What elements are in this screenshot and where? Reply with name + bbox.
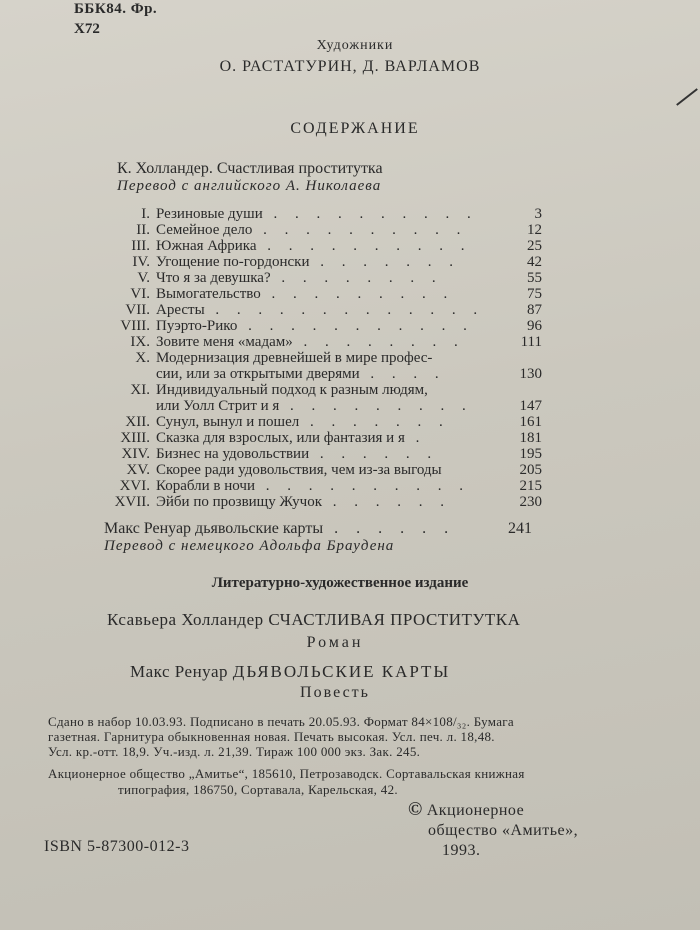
toc-title: Модернизация древнейшей в мире профес- bbox=[156, 350, 433, 366]
toc-page: 215 bbox=[519, 478, 542, 494]
toc-number: XI. bbox=[130, 382, 150, 398]
toc-row bbox=[100, 206, 540, 222]
publisher-info bbox=[48, 766, 608, 798]
toc-row bbox=[100, 302, 540, 318]
toc-leader: . . . . . . bbox=[323, 520, 456, 537]
toc-leader: . . . . . . bbox=[322, 494, 452, 510]
contents-title: СОДЕРЖАНИЕ bbox=[290, 120, 420, 137]
toc-title: Угощение по-гордонски bbox=[156, 254, 310, 270]
work2-author: Макс Ренуар bbox=[130, 662, 228, 681]
toc-leader: . . . . . . . . bbox=[292, 334, 465, 350]
work2-page: 241 bbox=[508, 520, 532, 537]
toc-leader: . . . . . . . bbox=[309, 254, 460, 270]
author-mark: Х72 bbox=[74, 21, 100, 37]
toc-row bbox=[100, 350, 540, 366]
toc-leader: . . . . . . . bbox=[299, 414, 450, 430]
toc-page: 205 bbox=[519, 462, 542, 478]
toc-title: Вымогательство bbox=[156, 286, 261, 302]
toc-number: I. bbox=[141, 206, 150, 222]
toc-row bbox=[100, 222, 540, 238]
toc-page: 55 bbox=[527, 270, 542, 286]
work1-translation: Перевод с английского А. Николаева bbox=[117, 178, 382, 194]
work1-title-line: Ксавьера Холландер СЧАСТЛИВАЯ ПРОСТИТУТКА bbox=[107, 610, 521, 629]
pen-mark bbox=[676, 88, 698, 106]
toc-title: Эйби по прозвищу Жучок bbox=[156, 494, 323, 510]
work1-genre: Роман bbox=[306, 634, 364, 651]
toc-row bbox=[100, 366, 540, 382]
toc-title: Семейное дело bbox=[156, 222, 253, 238]
toc-row bbox=[100, 446, 540, 462]
toc-title: Аресты bbox=[156, 302, 205, 318]
toc-number: X. bbox=[135, 350, 150, 366]
toc-number: XII. bbox=[125, 414, 150, 430]
toc-title: Скорее ради удовольствия, чем из-за выгоды bbox=[156, 462, 442, 478]
toc-leader: . . . . . . . . . . bbox=[252, 222, 468, 238]
toc-leader: . . . . . . . . . bbox=[260, 286, 455, 302]
toc-title: Сказка для взрослых, или фантазия и я bbox=[156, 430, 405, 446]
table-of-contents bbox=[100, 206, 540, 510]
toc-page: 181 bbox=[519, 430, 542, 446]
edition-type: Литературно-художественное издание bbox=[211, 575, 469, 591]
toc-page: 87 bbox=[527, 302, 542, 318]
toc-page: 230 bbox=[519, 494, 542, 510]
toc-row bbox=[100, 414, 540, 430]
toc-leader: . . . . . . . . . . . bbox=[237, 318, 474, 334]
work2-author-title: Макс Ренуар дьявольские карты . . . . . . bbox=[104, 520, 456, 537]
toc-title: Корабли в ночи bbox=[156, 478, 255, 494]
toc-number: XVII. bbox=[114, 494, 150, 510]
toc-leader: . . . . . . . . . . bbox=[254, 478, 470, 494]
toc-leader: . . . . . . . . . . bbox=[256, 238, 472, 254]
toc-title: Сунул, вынул и пошел bbox=[156, 414, 300, 430]
work2-title-line bbox=[130, 662, 450, 682]
toc-number: VI. bbox=[130, 286, 150, 302]
toc-title: Бизнес на удовольствии bbox=[156, 446, 310, 462]
toc-leader: . . . . . . . . . . . . . bbox=[204, 302, 485, 318]
copyright-line: Акционерное bbox=[426, 802, 525, 819]
toc-row bbox=[100, 462, 540, 478]
toc-page: 147 bbox=[519, 398, 542, 414]
toc-row bbox=[100, 494, 540, 510]
toc-number: XV. bbox=[126, 462, 150, 478]
copyright-notice bbox=[408, 800, 578, 861]
toc-number: VIII. bbox=[120, 318, 150, 334]
toc-row bbox=[100, 334, 540, 350]
toc-page: 42 bbox=[527, 254, 542, 270]
toc-title: Резиновые души bbox=[156, 206, 263, 222]
copyright-line: общество «Амитье», bbox=[428, 822, 579, 839]
toc-row bbox=[100, 398, 540, 414]
toc-page: 111 bbox=[520, 334, 542, 350]
publisher-line: типография, 186750, Сортавала, Карельская, 42. bbox=[118, 782, 398, 797]
toc-title: Пуэрто-Рико bbox=[156, 318, 238, 334]
toc-number: IX. bbox=[130, 334, 150, 350]
toc-title: Южная Африка bbox=[156, 238, 257, 254]
toc-number: II. bbox=[136, 222, 150, 238]
toc-number: XIV. bbox=[121, 446, 150, 462]
toc-number: VII. bbox=[125, 302, 150, 318]
toc-leader: . . . . . . . . . . bbox=[262, 206, 478, 222]
toc-page: 75 bbox=[527, 286, 542, 302]
toc-title: Индивидуальный подход к разным людям, bbox=[156, 382, 428, 398]
toc-leader: . . . . . . bbox=[309, 446, 439, 462]
toc-row bbox=[100, 478, 540, 494]
toc-title: или Уолл Стрит и я bbox=[156, 398, 280, 414]
toc-page: 161 bbox=[519, 414, 542, 430]
toc-page: 12 bbox=[527, 222, 542, 238]
toc-row bbox=[100, 318, 540, 334]
toc-row bbox=[100, 430, 540, 446]
toc-leader: . . . . . . . . . bbox=[279, 398, 473, 414]
toc-row bbox=[100, 286, 540, 302]
work1-author-title: К. Холландер. Счастливая проститутка bbox=[117, 160, 383, 177]
copyright-line: 1993. bbox=[442, 842, 481, 859]
toc-leader: . bbox=[404, 430, 427, 446]
toc-row bbox=[100, 254, 540, 270]
toc-row bbox=[100, 238, 540, 254]
toc-number: XIII. bbox=[120, 430, 150, 446]
imprint-line: Усл. кр.-отт. 18,9. Уч.-изд. л. 21,39. Тираж 100 000 экз. Зак. 245. bbox=[48, 744, 421, 759]
work2-genre: Повесть bbox=[300, 684, 370, 701]
toc-title: Что я за девушка? bbox=[156, 270, 271, 286]
bbk-code: ББК84. Фр. bbox=[74, 1, 158, 17]
toc-leader: . . . . bbox=[359, 366, 446, 382]
publisher-line: Акционерное общество „Амитье“, 185610, Петрозаводск. Сортавальская книжная bbox=[48, 766, 525, 781]
print-imprint bbox=[48, 714, 608, 759]
toc-title: Зовите меня «мадам» bbox=[156, 334, 293, 350]
toc-number: V. bbox=[137, 270, 150, 286]
work2-title: ДЬЯВОЛЬСКИЕ КАРТЫ bbox=[232, 662, 451, 681]
isbn: ISBN 5-87300-012-3 bbox=[44, 838, 190, 855]
toc-title: сии, или за открытыми дверями bbox=[156, 366, 360, 382]
artists-label: Художники bbox=[316, 38, 394, 53]
toc-page: 130 bbox=[519, 366, 542, 382]
toc-leader: . . . . . . . . bbox=[270, 270, 443, 286]
toc-number: XVI. bbox=[119, 478, 150, 494]
toc-number: IV. bbox=[132, 254, 150, 270]
imprint-line: газетная. Гарнитура обыкновенная новая. Печать высокая. Усл. печ. л. 18,48. bbox=[48, 729, 495, 744]
work2-translation: Перевод с немецкого Адольфа Браудена bbox=[104, 538, 395, 554]
toc-page: 25 bbox=[527, 238, 542, 254]
toc-page: 96 bbox=[527, 318, 542, 334]
toc-row bbox=[100, 382, 540, 398]
toc-page: 195 bbox=[519, 446, 542, 462]
toc-row bbox=[100, 270, 540, 286]
toc-page: 3 bbox=[534, 206, 542, 222]
toc-number: III. bbox=[131, 238, 150, 254]
artists-names: О. РАСТАТУРИН, Д. ВАРЛАМОВ bbox=[219, 58, 481, 75]
imprint-line: Сдано в набор 10.03.93. Подписано в печать 20.05.93. Формат 84×108/₃₂. Бумага bbox=[48, 714, 514, 729]
copyright-icon: © bbox=[408, 799, 423, 820]
